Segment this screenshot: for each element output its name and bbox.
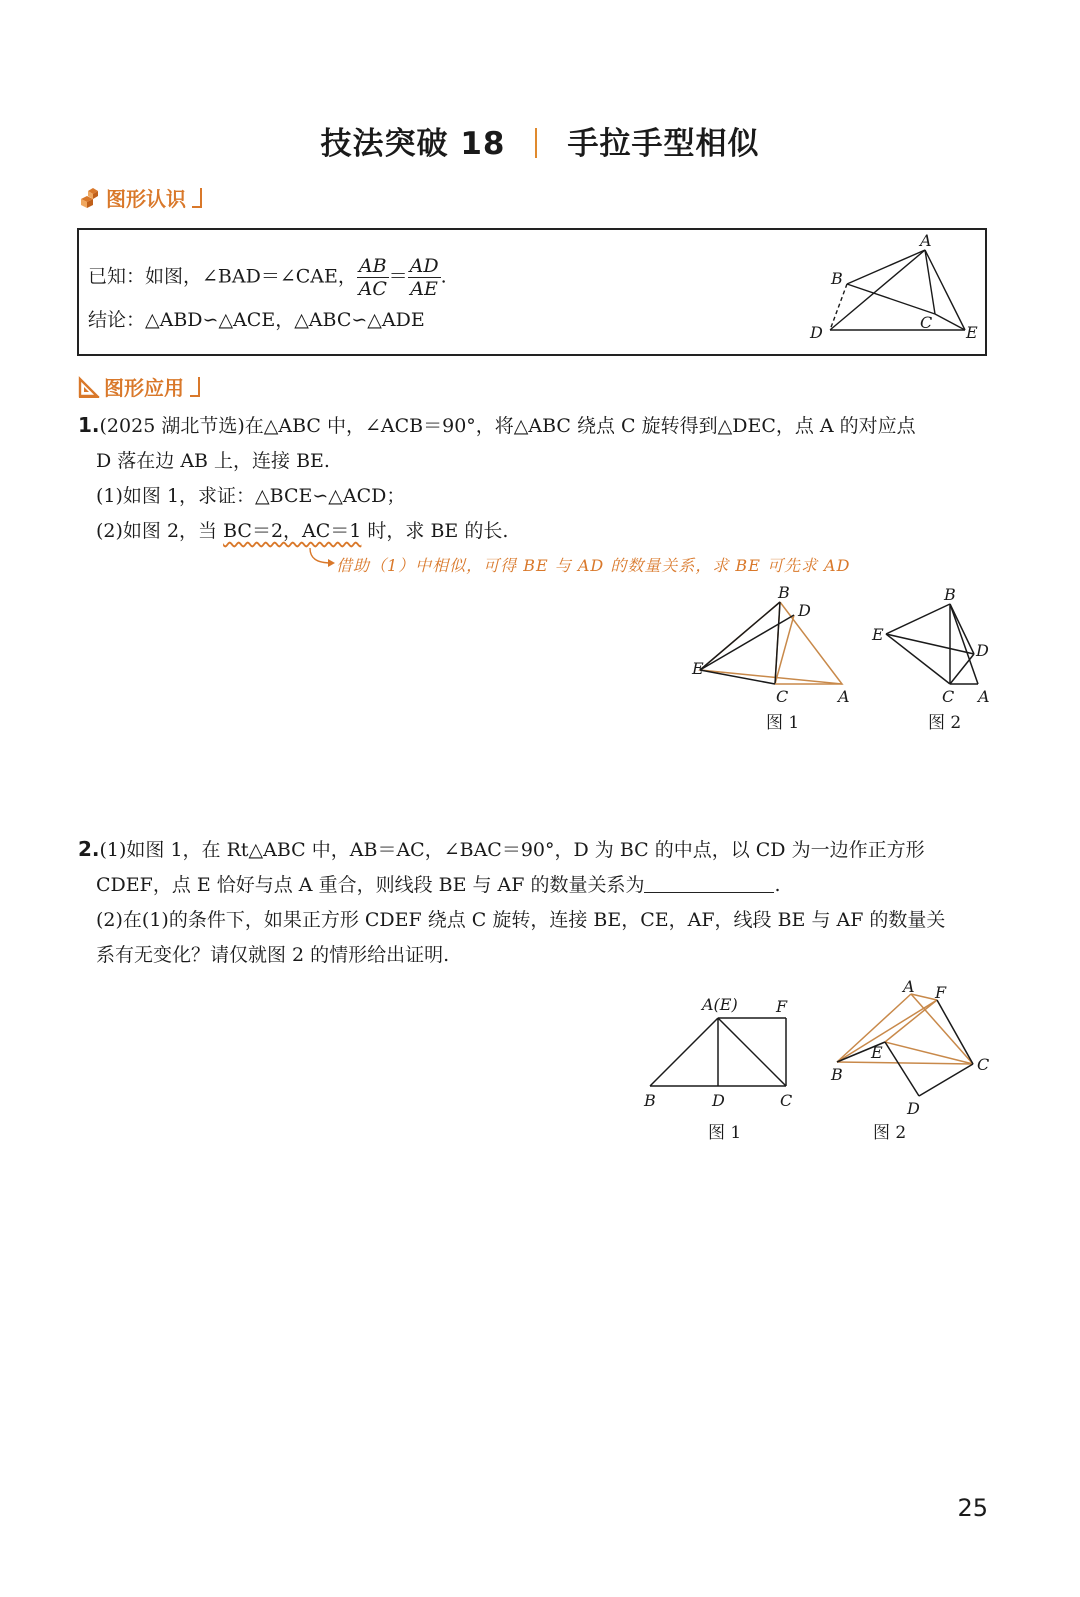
svg-text:D: D (907, 1099, 920, 1118)
fraction-ad-ae: $\frac{AD}{AE}$ (409, 255, 439, 300)
problem1-condition: BC＝2，AC＝1 (223, 520, 362, 542)
problem1-figure1 (680, 582, 870, 737)
section-application (78, 372, 200, 401)
svg-text:C: C (942, 687, 955, 706)
section-recognition-label: 图形认识 (106, 187, 186, 211)
svg-text:D: D (798, 601, 811, 620)
svg-text:C: C (776, 687, 789, 706)
conclusion-line: 结论：△ABD∽△ACE，△ABC∽△ADE (88, 309, 425, 331)
problem2-figure2-caption: 图 2 (873, 1123, 907, 1143)
page-title (0, 118, 1080, 163)
problem1-part1: (1)如图 1，求证：△BCE∽△ACD； (96, 485, 406, 507)
svg-text:C: C (977, 1055, 990, 1074)
problem2-figure2 (825, 978, 1000, 1150)
problem1-figure2 (866, 582, 996, 737)
answer-blank[interactable] (644, 874, 774, 893)
problem2-figure1 (630, 990, 810, 1150)
title-left: 技法突破 18 (320, 126, 506, 162)
box-label-a: A (920, 232, 932, 250)
problem2-number: 2. (78, 837, 100, 861)
svg-text:D: D (976, 641, 989, 660)
known-prefix: 已知：如图，∠BAD＝∠CAE， (88, 265, 357, 288)
hint-arrow-icon (306, 548, 336, 572)
box-label-b: B (831, 269, 843, 288)
section-application-label: 图形应用 (104, 376, 184, 400)
svg-text:D: D (712, 1091, 725, 1110)
svg-text:F: F (935, 983, 947, 1002)
svg-text:A: A (978, 687, 990, 706)
svg-text:C: C (780, 1091, 793, 1110)
svg-text:B: B (644, 1091, 656, 1110)
title-right: 手拉手型相似 (567, 126, 760, 162)
cubes-icon (78, 187, 102, 209)
svg-text:A: A (838, 687, 850, 706)
box-label-d: D (810, 323, 823, 342)
fraction-ab-ac: $\frac{AB}{AC}$ (358, 255, 387, 300)
svg-text:A: A (903, 978, 915, 996)
problem1-line1: 1.(2025 湖北节选)在△ABC 中，∠ACB＝90°，将△ABC 绕点 C 旋转得到△DEC，点 A 的对应点 (78, 413, 916, 437)
svg-text:E: E (871, 1043, 883, 1062)
problem2-figure1-caption: 图 1 (708, 1123, 742, 1143)
svg-text:B: B (831, 1065, 843, 1084)
page-number: 25 (957, 1494, 988, 1522)
svg-text:B: B (778, 583, 790, 602)
problem2-line4: 系有无变化？请仅就图 2 的情形给出证明. (96, 944, 450, 966)
problem1-line2: D 落在边 AB 上，连接 BE. (96, 450, 330, 472)
box-label-c: C (920, 313, 933, 332)
box-label-e: E (966, 323, 978, 342)
section-recognition (78, 183, 202, 212)
problem1-number: 1. (78, 413, 100, 437)
svg-text:E: E (872, 625, 884, 644)
title-divider (535, 128, 537, 158)
known-line: 已知：如图，∠BAD＝∠CAE， $\frac{AB}{AC}$ ＝ $\frac{AD}{AE}$ . (88, 255, 447, 300)
problem2-line2: CDEF，点 E 恰好与点 A 重合，则线段 BE 与 AF 的数量关系为 . (96, 874, 781, 896)
problem1-figure2-caption: 图 2 (928, 713, 962, 733)
svg-text:F: F (776, 997, 788, 1016)
svg-text:E: E (692, 659, 704, 678)
problem1-hint: 借助（1）中相似，可得 BE 与 AD 的数量关系，求 BE 可先求 AD (336, 556, 851, 575)
problem1-figure1-caption: 图 1 (766, 713, 800, 733)
svg-text:A(E): A(E) (702, 995, 738, 1014)
problem2-line1: 2.(1)如图 1，在 Rt△ABC 中，AB＝AC，∠BAC＝90°，D 为 BC 的中点，以 CD 为一边作正方形 (78, 837, 925, 861)
problem2-line3: (2)在(1)的条件下，如果正方形 CDEF 绕点 C 旋转，连接 BE，CE，AF，线段 BE 与 AF 的数量关 (96, 909, 946, 931)
svg-text:B: B (944, 585, 956, 604)
problem1-part2: (2)如图 2，当 BC＝2，AC＝1 时，求 BE 的长. (96, 520, 509, 542)
triangle-ruler-icon (78, 376, 100, 398)
box-figure (800, 232, 985, 352)
